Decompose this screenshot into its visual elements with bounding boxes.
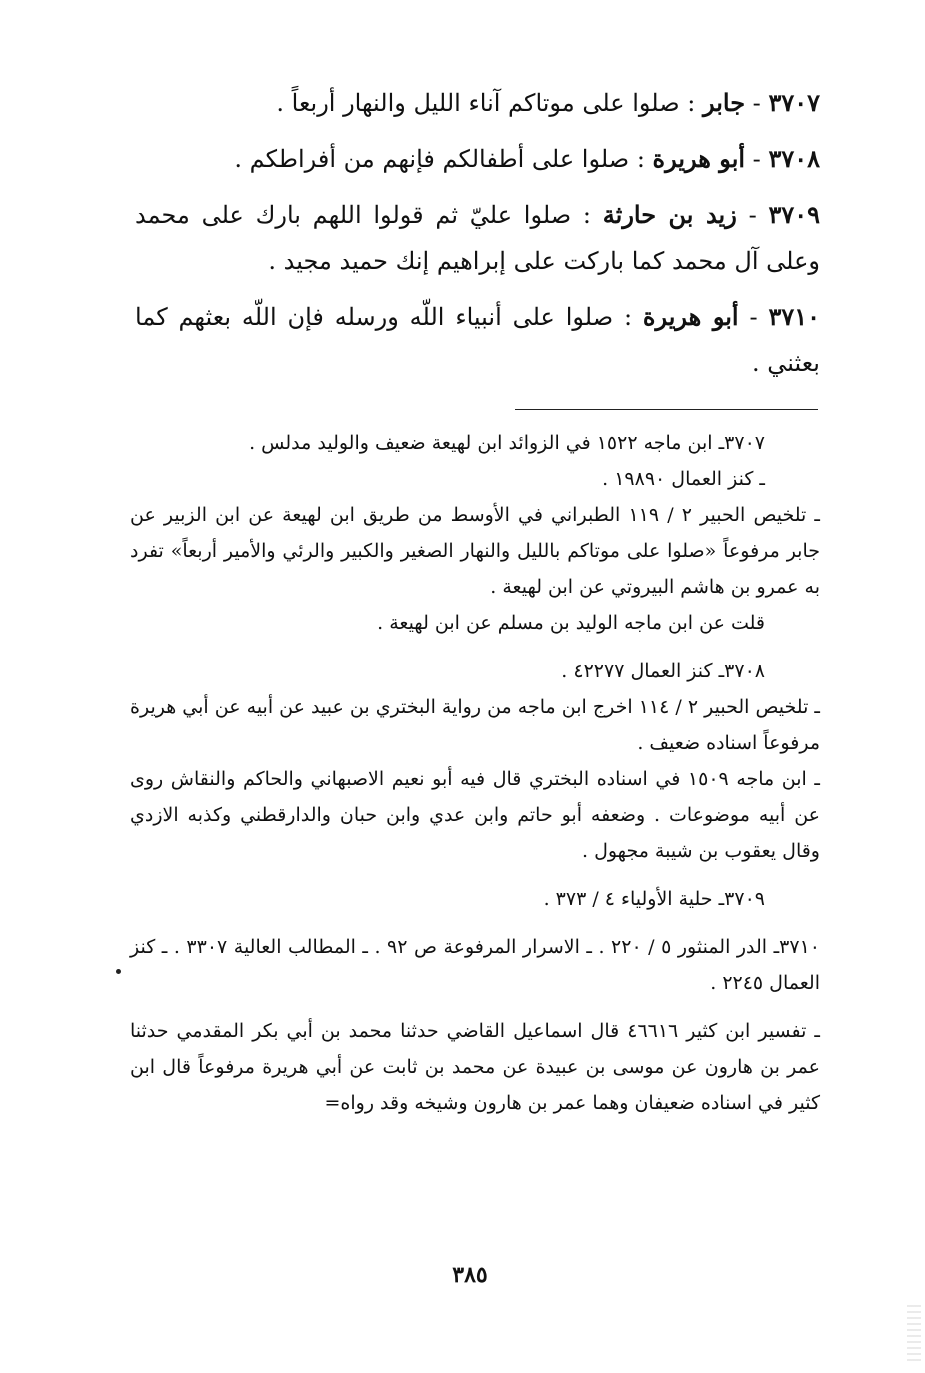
footnote-gap <box>130 1001 820 1013</box>
page-number: ٣٨٥ <box>452 1262 488 1288</box>
hadith-text: : صلوا على موتاكم آناء الليل والنهار أربعاً . <box>276 89 696 117</box>
hadith-text: : صلوا عليّ ثم قولوا اللهم بارك على محمد وعلى آل محمد كما باركت على إبراهيم إنك حميد مجيد . <box>135 201 820 275</box>
hadith-number: ٣٧٠٩ <box>768 200 820 229</box>
hadith-text: : صلوا على أطفالكم فإنهم من أفراطكم . <box>234 145 645 173</box>
footnote-separator <box>515 409 818 410</box>
hadith-narrator: زيد بن حارثة <box>602 200 737 229</box>
hadith-number: ٣٧٠٨ <box>768 144 820 173</box>
hadith-text: : صلوا على أنبياء اللّه ورسله فإن اللّه بعثهم كما بعثني . <box>135 303 820 377</box>
hadith-entry: ٣٧٠٨ - أبو هريرة : صلوا على أطفالكم فإنهم من أفراطكم . <box>234 144 820 173</box>
hadith-entry: ٣٧٠٧ - جابر : صلوا على موتاكم آناء الليل والنهار أربعاً . <box>276 88 820 117</box>
footnote-line: ٣٧٠٩ـ حلية الأولياء ٤ / ٣٧٣ . <box>543 888 765 910</box>
hadith-number: ٣٧١٠ <box>768 302 820 331</box>
footnote-gap <box>130 869 820 881</box>
footnote-gap <box>130 641 820 653</box>
footnote-gap <box>130 917 820 929</box>
footnote-line: ـ تلخيص الحبير ٢ / ١١٩ الطبراني في الأوسط من طريق ابن لهيعة عن ابن الزبير عن جابر مرفوعاً «صلوا على موتاكم بالليل والنهار الصغير والكبير والرئي والأمير أربعاً» تفرد به عمرو بن هاشم البيروتي عن ابن لهيعة . <box>130 504 820 598</box>
footnote-line: ٣٧١٠ـ الدر المنثور ٥ / ٢٢٠ . ـ الاسرار المرفوعة ص ٩٢ . ـ المطالب العالية ٣٣٠٧ . ـ كنز العمال ٢٢٤٥ . <box>130 936 820 994</box>
hadith-entries <box>135 80 820 396</box>
hadith-entry: ٣٧١٠ - أبو هريرة : صلوا على أنبياء اللّه ورسله فإن اللّه بعثهم كما بعثني . <box>135 302 820 377</box>
hadith-entry: ٣٧٠٩ - زيد بن حارثة : صلوا عليّ ثم قولوا اللهم بارك على محمد وعلى آل محمد كما باركت على إبراهيم إنك حميد مجيد . <box>135 200 820 275</box>
hadith-narrator: أبو هريرة <box>642 302 739 331</box>
footnote-line: ـ تلخيص الحبير ٢ / ١١٤ اخرج ابن ماجه من رواية البختري بن عبيد عن أبيه عن أبي هريرة مرفوعاً اسناده ضعيف . <box>130 696 820 754</box>
stray-ink-dot <box>116 969 121 974</box>
footnote-line: ٣٧٠٧ـ ابن ماجه ١٥٢٢ في الزوائد ابن لهيعة ضعيف والوليد مدلس . <box>249 432 765 454</box>
footnotes <box>130 425 820 1121</box>
hadith-number: ٣٧٠٧ <box>768 88 820 117</box>
scan-edge-noise <box>907 1305 921 1365</box>
hadith-narrator: أبو هريرة <box>652 144 746 173</box>
hadith-narrator: جابر <box>702 88 746 117</box>
footnote-line: ـ كنز العمال ١٩٨٩٠ . <box>602 468 765 490</box>
footnote-line: ـ تفسير ابن كثير ٤٦٦١٦ قال اسماعيل القاضي حدثنا محمد بن أبي بكر المقدمي حدثنا عمر بن هارون عن موسى بن عبيدة عن محمد بن ثابت عن أبي هريرة مرفوعاً قال ابن كثير في اسناده ضعيفان وهما عمر بن هارون وشيخه وقد رواه= <box>130 1020 820 1114</box>
footnote-line: قلت عن ابن ماجه الوليد بن مسلم عن ابن لهيعة . <box>377 612 765 634</box>
footnote-line: ـ ابن ماجه ١٥٠٩ في اسناده البختري قال فيه أبو نعيم الاصبهاني والحاكم والنقاش روى عن أبيه موضوعات . وضعفه أبو حاتم وابن عدي وابن حبان والدارقطني وكذبه الازدي وقال يعقوب بن شيبة مجهول . <box>130 768 820 862</box>
footnote-line: ٣٧٠٨ـ كنز العمال ٤٢٢٧٧ . <box>561 660 765 682</box>
